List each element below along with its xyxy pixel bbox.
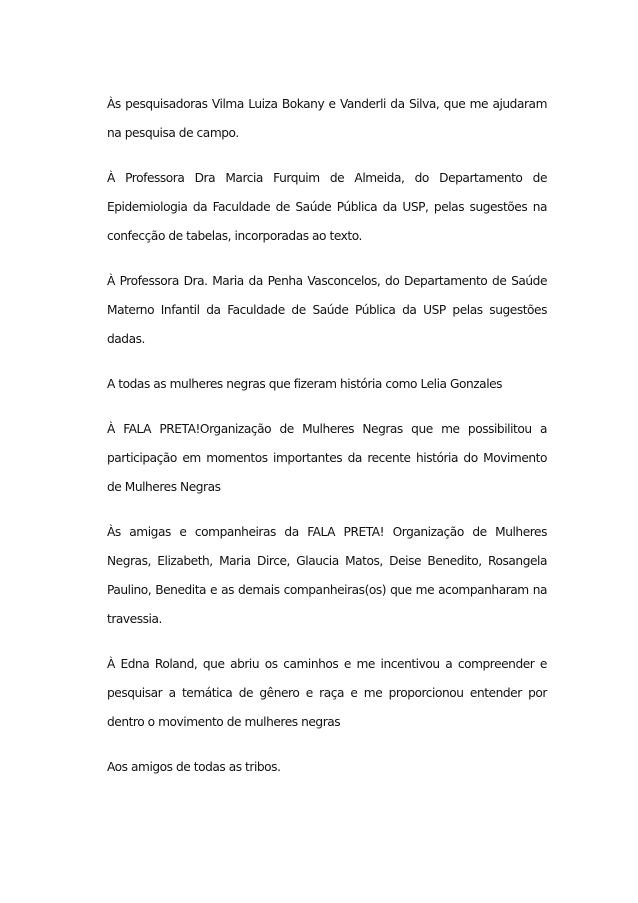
paragraph-5: À FALA PRETA!Organização de Mulheres Negras que me possibilitou a participação em momentos importantes da recente história do Movimento de Mulheres Negras	[107, 422, 547, 494]
paragraph-7: À Edna Roland, que abriu os caminhos e me incentivou a compreender e pesquisar a temática de gênero e raça e me proporcionou entender por dentro o movimento de mulheres negras	[107, 657, 547, 729]
document-body	[107, 90, 547, 782]
paragraph-6: Às amigas e companheiras da FALA PRETA! Organização de Mulheres Negras, Elizabeth, Maria Dirce, Glaucia Matos, Deise Benedito, Rosangela Paulino, Benedita e as demais companheiras(os) que me acompanharam na travessia.	[107, 525, 547, 626]
paragraph-3: À Professora Dra. Maria da Penha Vasconcelos, do Departamento de Saúde Materno Infantil da Faculdade de Saúde Pública da USP pelas sugestões dadas.	[107, 274, 547, 346]
paragraph-4: A todas as mulheres negras que fizeram história como Lelia Gonzales	[107, 377, 503, 391]
paragraph-8: Aos amigos de todas as tribos.	[107, 760, 281, 774]
paragraph-1: Às pesquisadoras Vilma Luiza Bokany e Vanderli da Silva, que me ajudaram na pesquisa de campo.	[107, 97, 547, 140]
paragraph-2: À Professora Dra Marcia Furquim de Almeida, do Departamento de Epidemiologia da Faculdade de Saúde Pública da USP, pelas sugestões na confecção de tabelas, incorporadas ao texto.	[107, 171, 547, 243]
